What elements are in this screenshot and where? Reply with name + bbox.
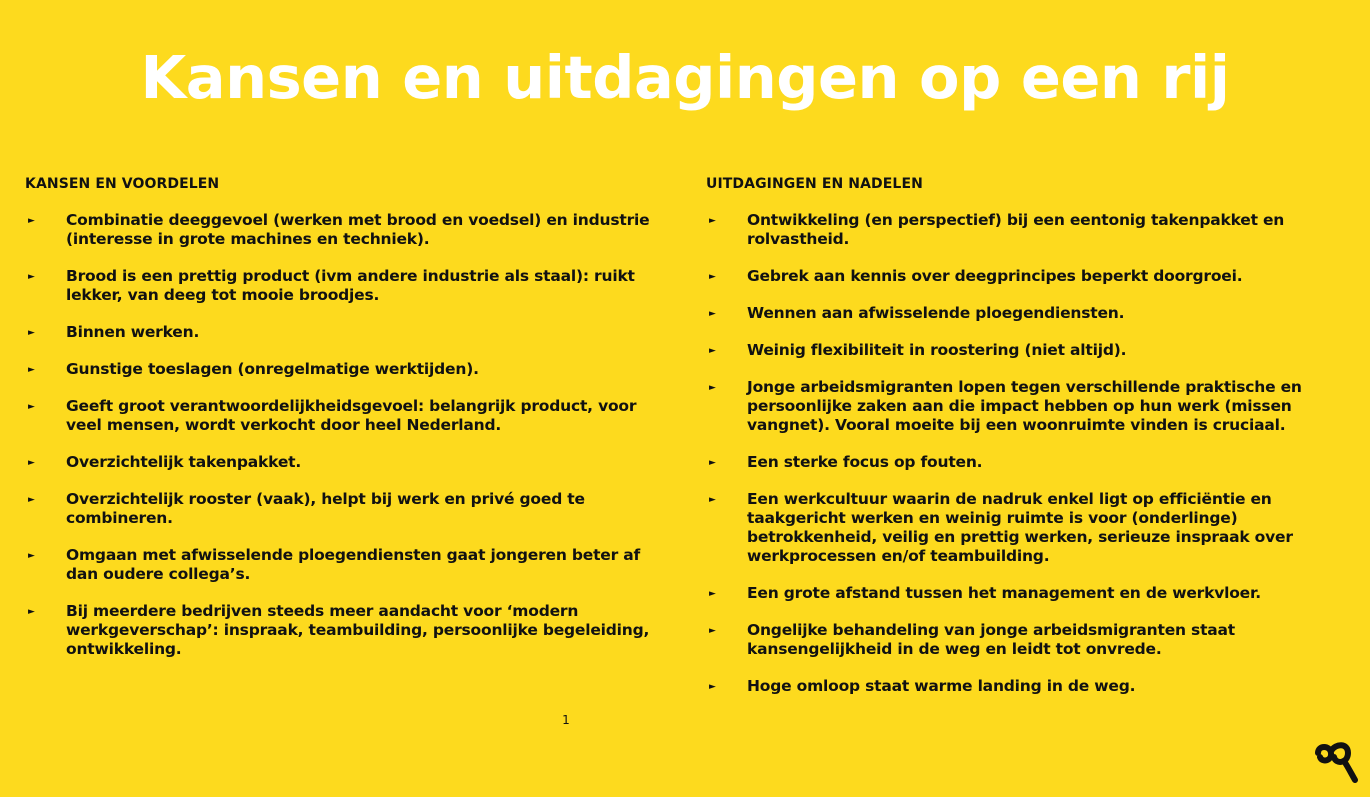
list-item (706, 584, 1356, 603)
triangle-right-icon: ► (709, 458, 716, 468)
list-item (25, 602, 665, 659)
list-item-text: Binnen werken. (66, 323, 200, 341)
opportunities-column (25, 174, 665, 677)
challenges-list (706, 211, 1356, 696)
list-item (706, 677, 1356, 696)
triangle-right-icon: ► (709, 626, 716, 636)
list-item-text: Brood is een prettig product (ivm andere industrie als staal): ruikt lekker, van deeg tot mooie broodjes. (66, 267, 635, 304)
list-item-text: Hoge omloop staat warme landing in de weg. (747, 677, 1136, 695)
list-item (25, 546, 665, 584)
triangle-right-icon: ► (28, 216, 35, 226)
list-item (706, 490, 1356, 566)
list-item (25, 453, 665, 472)
list-item-text: Jonge arbeidsmigranten lopen tegen verschillende praktische en persoonlijke zaken aan die impact hebben op hun werk (missen vangnet). Vooral moeite bij een woonruimte vinden is cruciaal. (747, 378, 1302, 434)
triangle-right-icon: ► (28, 272, 35, 282)
list-item-text: Overzichtelijk rooster (vaak), helpt bij werk en privé goed te combineren. (66, 490, 585, 527)
triangle-right-icon: ► (709, 272, 716, 282)
list-item-text: Wennen aan afwisselende ploegendiensten. (747, 304, 1125, 322)
triangle-right-icon: ► (28, 458, 35, 468)
list-item (25, 267, 665, 305)
list-item (706, 211, 1356, 249)
list-item-text: Overzichtelijk takenpakket. (66, 453, 302, 471)
list-item (706, 378, 1356, 435)
triangle-right-icon: ► (28, 495, 35, 505)
list-item (25, 360, 665, 379)
page-number: 1 (562, 713, 570, 727)
list-item-text: Gunstige toeslagen (onregelmatige werktijden). (66, 360, 479, 378)
list-item (25, 323, 665, 342)
list-item (706, 621, 1356, 659)
list-item-text: Een grote afstand tussen het management en de werkvloer. (747, 584, 1261, 602)
challenges-column (706, 174, 1356, 714)
triangle-right-icon: ► (28, 402, 35, 412)
list-item (706, 453, 1356, 472)
list-item (25, 211, 665, 249)
triangle-right-icon: ► (28, 607, 35, 617)
challenges-heading: UITDAGINGEN EN NADELEN (706, 176, 923, 192)
opportunities-list (25, 211, 665, 659)
list-item (25, 490, 665, 528)
triangle-right-icon: ► (709, 682, 716, 692)
triangle-right-icon: ► (28, 328, 35, 338)
list-item-text: Een sterke focus op fouten. (747, 453, 983, 471)
triangle-right-icon: ► (709, 589, 716, 599)
brand-logo-icon (1314, 741, 1360, 783)
page-title: Kansen en uitdagingen op een rij (140, 43, 1230, 112)
list-item-text: Bij meerdere bedrijven steeds meer aandacht voor ‘modern werkgeverschap’: inspraak, teambuilding, persoonlijke begeleiding, ontwikkeling. (66, 602, 650, 658)
list-item (706, 304, 1356, 323)
list-item-text: Combinatie deeggevoel (werken met brood en voedsel) en industrie (interesse in grote machines en techniek). (66, 211, 650, 248)
list-item-text: Ongelijke behandeling van jonge arbeidsmigranten staat kansengelijkheid in de weg en leidt tot onvrede. (747, 621, 1236, 658)
triangle-right-icon: ► (709, 309, 716, 319)
triangle-right-icon: ► (709, 346, 716, 356)
list-item-text: Geeft groot verantwoordelijkheidsgevoel: belangrijk product, voor veel mensen, wordt verkocht door heel Nederland. (66, 397, 637, 434)
list-item (706, 341, 1356, 360)
list-item (25, 397, 665, 435)
triangle-right-icon: ► (709, 383, 716, 393)
list-item-text: Ontwikkeling (en perspectief) bij een eentonig takenpakket en rolvastheid. (747, 211, 1285, 248)
triangle-right-icon: ► (28, 365, 35, 375)
triangle-right-icon: ► (28, 551, 35, 561)
list-item (706, 267, 1356, 286)
triangle-right-icon: ► (709, 216, 716, 226)
triangle-right-icon: ► (709, 495, 716, 505)
opportunities-heading: KANSEN EN VOORDELEN (25, 176, 220, 192)
list-item-text: Gebrek aan kennis over deegprincipes beperkt doorgroei. (747, 267, 1243, 285)
list-item-text: Weinig flexibiliteit in roostering (niet altijd). (747, 341, 1127, 359)
list-item-text: Omgaan met afwisselende ploegendiensten gaat jongeren beter af dan oudere collega’s. (66, 546, 641, 583)
list-item-text: Een werkcultuur waarin de nadruk enkel ligt op efficiëntie en taakgericht werken en weinig ruimte is voor (onderlinge) betrokkenheid, veilig en prettig werken, serieuze inspraak over werkprocessen en/of teambuilding. (747, 490, 1293, 565)
